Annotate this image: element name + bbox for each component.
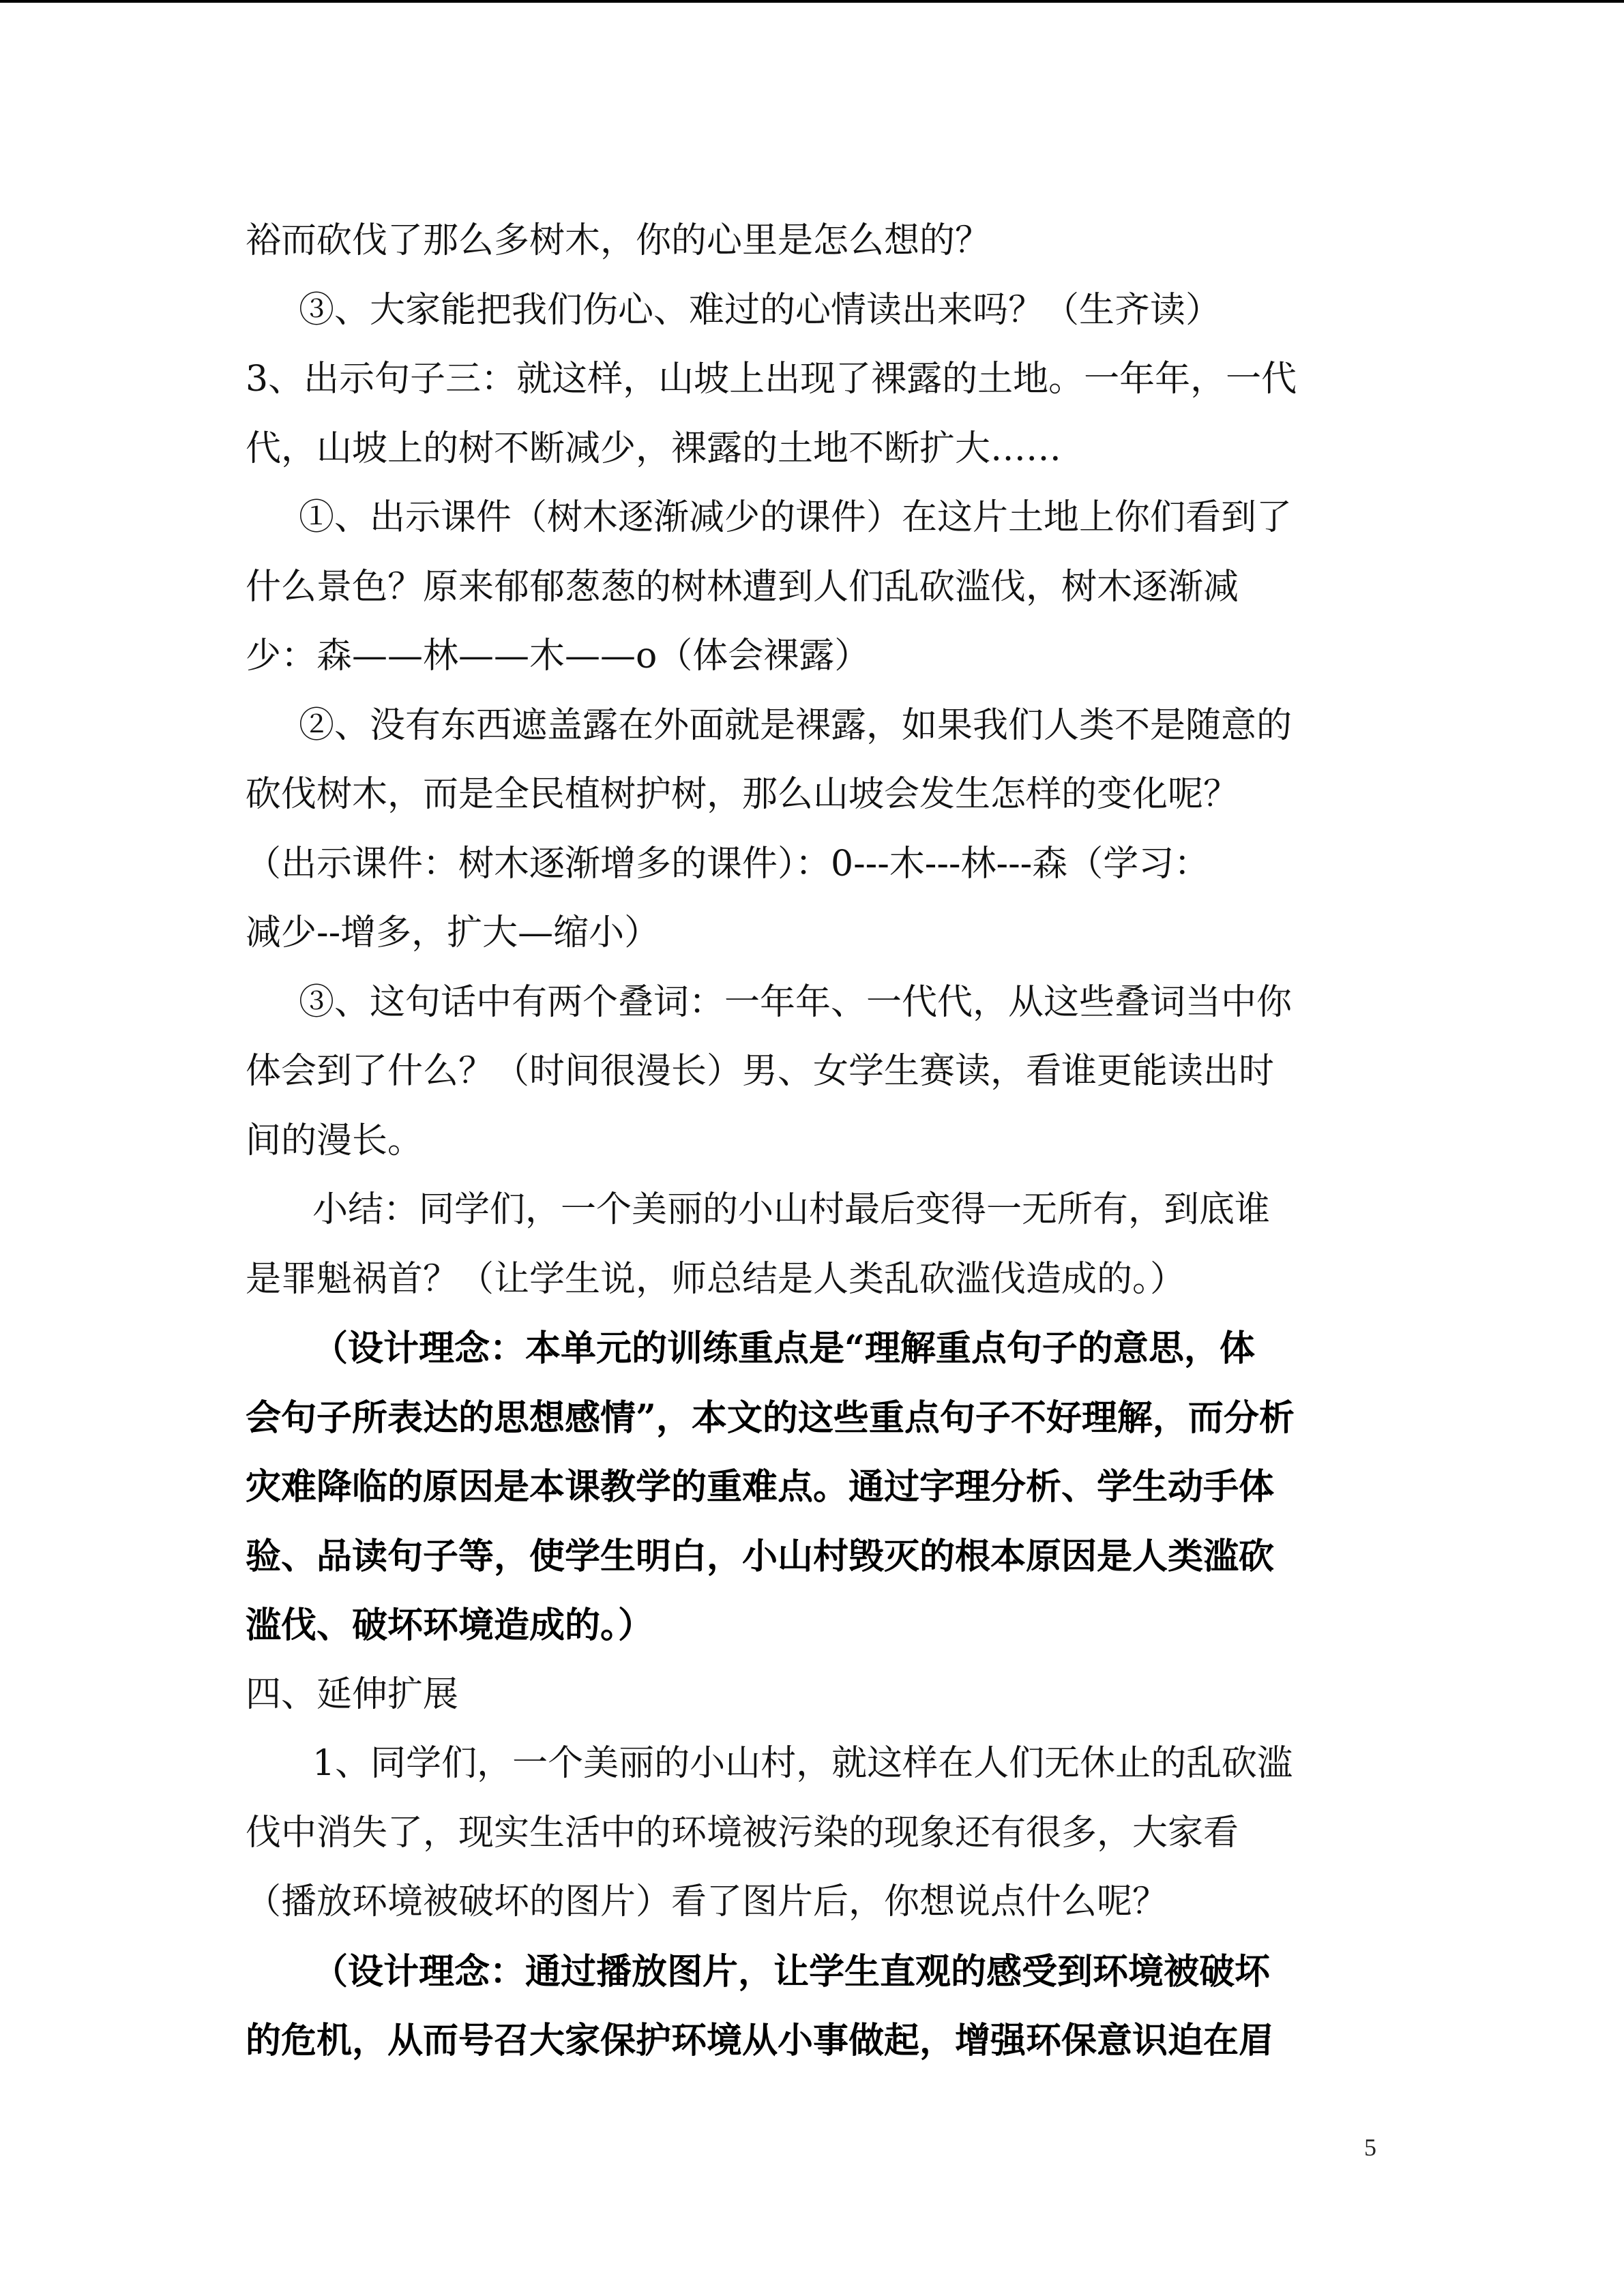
text-line: 体会到了什么？（时间很漫长）男、女学生赛读，看谁更能读出时 [246, 1051, 1275, 1092]
design-note-line: （设计理念：本单元的训练重点是“理解重点句子的意思，体 [312, 1328, 1255, 1369]
text-line: （播放环境被破坏的图片）看了图片后，你想说点什么呢？ [246, 1881, 1168, 1922]
summary-line: 是罪魁祸首？（让学生说，师总结是人类乱砍滥伐造成的。） [246, 1258, 1186, 1300]
text-line: 伐中消失了，现实生活中的环境被污染的现象还有很多，大家看 [246, 1812, 1239, 1853]
text-line: 少：森——林——木——o（体会裸露） [246, 636, 870, 676]
design-note-line: 滥伐、破坏环境造成的。） [246, 1605, 654, 1646]
text-line: 砍伐树木，而是全民植树护树，那么山坡会发生怎样的变化呢？ [246, 774, 1239, 815]
text-line: ③、这句话中有两个叠词：一年年、一代代，从这些叠词当中你 [299, 981, 1293, 1023]
document-body [246, 207, 1391, 2076]
design-note-line: 的危机，从而号召大家保护环境从小事做起，增强环保意识迫在眉 [246, 2020, 1275, 2061]
section-heading: 四、延伸扩展 [246, 1673, 459, 1715]
text-line: 1、同学们，一个美丽的小山村，就这样在人们无休止的乱砍滥 [312, 1743, 1293, 1784]
page-number: 5 [1364, 2134, 1376, 2161]
text-line: 间的漫长。 [246, 1120, 424, 1161]
top-border-line [0, 0, 1624, 3]
text-line: 代，山坡上的树不断减少，裸露的土地不断扩大…… [246, 428, 1062, 469]
text-line: （出示课件：树木逐渐增多的课件）：0---木---林---森（学习： [246, 843, 1210, 884]
design-note-line: （设计理念：通过播放图片，让学生直观的感受到环境被破坏 [312, 1950, 1271, 1993]
text-line: 什么景色？原来郁郁葱葱的树林遭到人们乱砍滥伐，树木逐渐减 [246, 566, 1239, 608]
text-line: 减少--增多，扩大—缩小） [246, 912, 660, 953]
text-line: 裕而砍伐了那么多树木，你的心里是怎么想的？ [246, 220, 991, 261]
text-line: 3、出示句子三：就这样，山坡上出现了裸露的土地。一年年，一代 [246, 359, 1297, 400]
design-note-line: 验、品读句子等，使学生明白，小山村毁灭的根本原因是人类滥砍 [246, 1535, 1275, 1577]
text-line: ①、出示课件（树木逐渐减少的课件）在这片土地上你们看到了 [299, 497, 1293, 538]
design-note-line: 会句子所表达的思想感情”，本文的这些重点句子不好理解，而分析 [246, 1397, 1295, 1439]
text-line: ③、大家能把我们伤心、难过的心情读出来吗？（生齐读） [299, 289, 1222, 331]
summary-line: 小结：同学们，一个美丽的小山村最后变得一无所有，到底谁 [312, 1189, 1271, 1230]
text-line: ②、没有东西遮盖露在外面就是裸露，如果我们人类不是随意的 [299, 704, 1293, 746]
design-note-line: 灾难降临的原因是本课教学的重难点。通过字理分析、学生动手体 [246, 1466, 1275, 1508]
